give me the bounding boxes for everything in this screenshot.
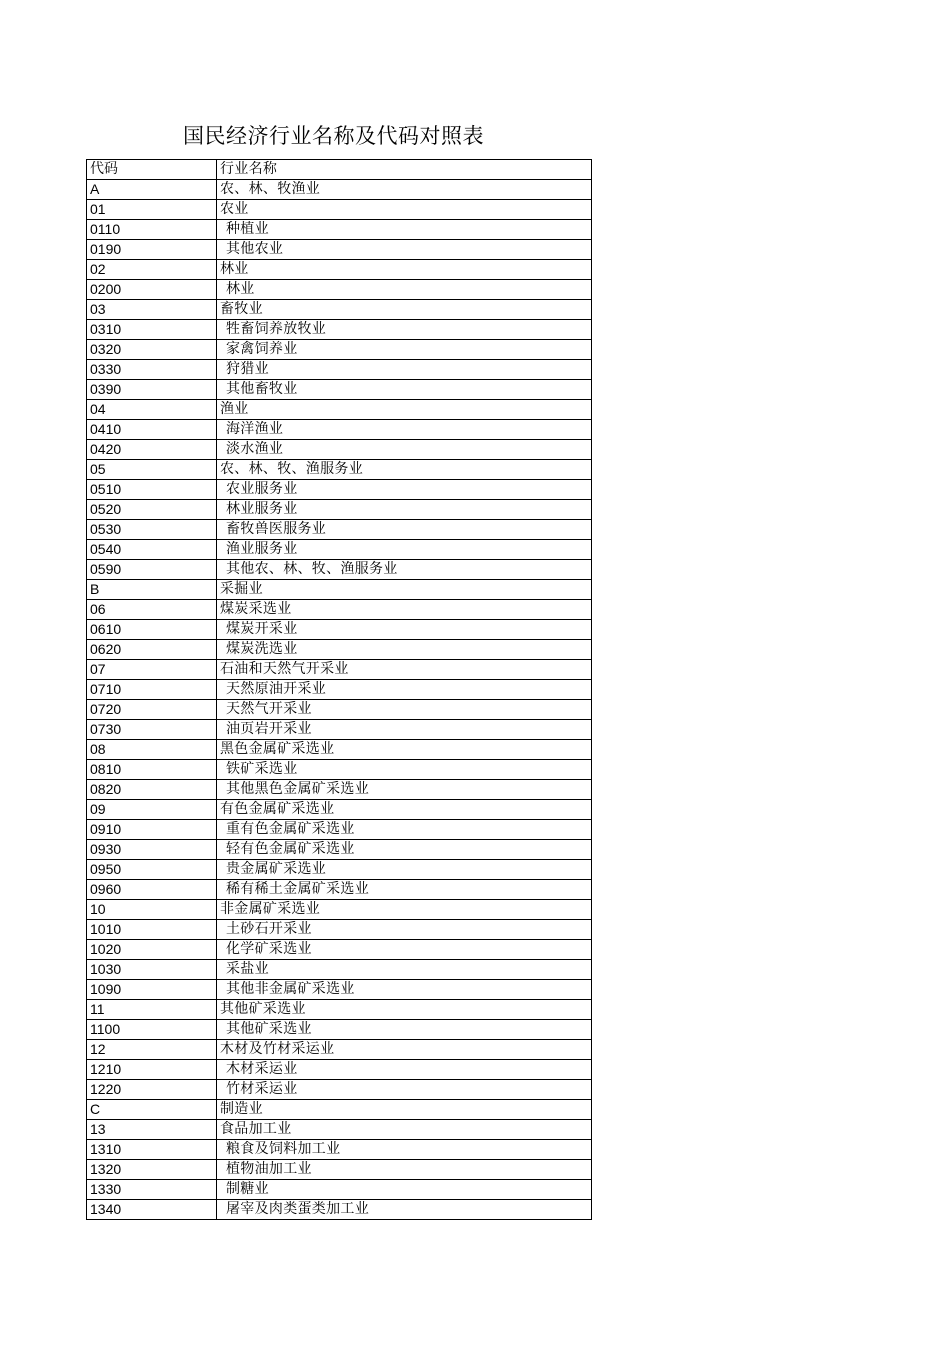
table-row bbox=[87, 820, 592, 840]
cell-code[interactable]: 1030 bbox=[87, 960, 217, 980]
cell-code[interactable]: 0540 bbox=[87, 540, 217, 560]
cell-code[interactable]: 0730 bbox=[87, 720, 217, 740]
table-row bbox=[87, 840, 592, 860]
cell-industry-name[interactable]: 其他农、林、牧、渔服务业 bbox=[217, 560, 592, 580]
cell-industry-name[interactable]: 石油和天然气开采业 bbox=[217, 660, 592, 680]
cell-industry-name[interactable]: 畜牧兽医服务业 bbox=[217, 520, 592, 540]
cell-code[interactable]: 08 bbox=[87, 740, 217, 760]
cell-code[interactable]: 0310 bbox=[87, 320, 217, 340]
cell-industry-name[interactable]: 木材采运业 bbox=[217, 1060, 592, 1080]
cell-industry-name[interactable]: 化学矿采选业 bbox=[217, 940, 592, 960]
table-row bbox=[87, 1140, 592, 1160]
cell-industry-name[interactable]: 农、林、牧、渔服务业 bbox=[217, 460, 592, 480]
table-row bbox=[87, 940, 592, 960]
cell-code[interactable]: 0810 bbox=[87, 760, 217, 780]
cell-code[interactable]: B bbox=[87, 580, 217, 600]
table-row bbox=[87, 420, 592, 440]
cell-code[interactable]: 0510 bbox=[87, 480, 217, 500]
table-row bbox=[87, 900, 592, 920]
cell-industry-name[interactable]: 海洋渔业 bbox=[217, 420, 592, 440]
cell-code[interactable]: 0910 bbox=[87, 820, 217, 840]
cell-industry-name[interactable]: 贵金属矿采选业 bbox=[217, 860, 592, 880]
table-row bbox=[87, 400, 592, 420]
table-row bbox=[87, 300, 592, 320]
cell-code[interactable]: 0390 bbox=[87, 380, 217, 400]
column-header-name[interactable]: 行业名称 bbox=[217, 160, 592, 180]
cell-industry-name[interactable]: 轻有色金属矿采选业 bbox=[217, 840, 592, 860]
cell-code[interactable]: A bbox=[87, 180, 217, 200]
cell-industry-name[interactable]: 煤炭开采业 bbox=[217, 620, 592, 640]
table-row bbox=[87, 920, 592, 940]
cell-code[interactable]: 1020 bbox=[87, 940, 217, 960]
cell-industry-name[interactable]: 煤炭采选业 bbox=[217, 600, 592, 620]
cell-industry-name[interactable]: 其他非金属矿采选业 bbox=[217, 980, 592, 1000]
cell-industry-name[interactable]: 重有色金属矿采选业 bbox=[217, 820, 592, 840]
column-header-code[interactable]: 代码 bbox=[87, 160, 217, 180]
cell-code[interactable]: 0950 bbox=[87, 860, 217, 880]
cell-industry-name[interactable]: 狩猎业 bbox=[217, 360, 592, 380]
cell-industry-name[interactable]: 采掘业 bbox=[217, 580, 592, 600]
cell-code[interactable]: 0590 bbox=[87, 560, 217, 580]
cell-code[interactable]: 09 bbox=[87, 800, 217, 820]
industry-code-table bbox=[86, 159, 592, 1220]
cell-industry-name[interactable]: 采盐业 bbox=[217, 960, 592, 980]
table-row bbox=[87, 860, 592, 880]
cell-industry-name[interactable]: 植物油加工业 bbox=[217, 1160, 592, 1180]
cell-code[interactable]: 1340 bbox=[87, 1200, 217, 1220]
cell-code[interactable]: 1310 bbox=[87, 1140, 217, 1160]
table-row bbox=[87, 440, 592, 460]
cell-code[interactable]: 12 bbox=[87, 1040, 217, 1060]
table-header-row bbox=[87, 160, 592, 180]
table-row bbox=[87, 960, 592, 980]
cell-code[interactable]: 1090 bbox=[87, 980, 217, 1000]
cell-code[interactable]: 0930 bbox=[87, 840, 217, 860]
cell-code[interactable]: 0110 bbox=[87, 220, 217, 240]
cell-industry-name[interactable]: 渔业服务业 bbox=[217, 540, 592, 560]
cell-code[interactable]: 0410 bbox=[87, 420, 217, 440]
table-row bbox=[87, 360, 592, 380]
cell-code[interactable]: 1010 bbox=[87, 920, 217, 940]
cell-code[interactable]: 0820 bbox=[87, 780, 217, 800]
table-row bbox=[87, 1080, 592, 1100]
cell-industry-name[interactable]: 农、林、牧渔业 bbox=[217, 180, 592, 200]
table-row bbox=[87, 340, 592, 360]
cell-code[interactable]: 03 bbox=[87, 300, 217, 320]
table-row bbox=[87, 560, 592, 580]
cell-industry-name[interactable]: 其他黑色金属矿采选业 bbox=[217, 780, 592, 800]
cell-industry-name[interactable]: 煤炭洗选业 bbox=[217, 640, 592, 660]
cell-industry-name[interactable]: 渔业 bbox=[217, 400, 592, 420]
table-row bbox=[87, 720, 592, 740]
cell-code[interactable]: 13 bbox=[87, 1120, 217, 1140]
table-row bbox=[87, 980, 592, 1000]
table-row bbox=[87, 780, 592, 800]
cell-code[interactable]: 0320 bbox=[87, 340, 217, 360]
cell-code[interactable]: 1210 bbox=[87, 1060, 217, 1080]
table-row bbox=[87, 660, 592, 680]
cell-industry-name[interactable]: 稀有稀土金属矿采选业 bbox=[217, 880, 592, 900]
cell-industry-name[interactable]: 食品加工业 bbox=[217, 1120, 592, 1140]
cell-industry-name[interactable]: 屠宰及肉类蛋类加工业 bbox=[217, 1200, 592, 1220]
table-row bbox=[87, 1180, 592, 1200]
cell-industry-name[interactable]: 制造业 bbox=[217, 1100, 592, 1120]
table-row bbox=[87, 380, 592, 400]
table-row bbox=[87, 1100, 592, 1120]
cell-code[interactable]: 0610 bbox=[87, 620, 217, 640]
cell-code[interactable]: 1320 bbox=[87, 1160, 217, 1180]
table-row bbox=[87, 520, 592, 540]
cell-code[interactable]: 0720 bbox=[87, 700, 217, 720]
cell-code[interactable]: 0710 bbox=[87, 680, 217, 700]
cell-industry-name[interactable]: 木材及竹材采运业 bbox=[217, 1040, 592, 1060]
table-row bbox=[87, 700, 592, 720]
table-row bbox=[87, 500, 592, 520]
cell-code[interactable]: 0330 bbox=[87, 360, 217, 380]
table-row bbox=[87, 880, 592, 900]
table-row bbox=[87, 760, 592, 780]
cell-code[interactable]: 01 bbox=[87, 200, 217, 220]
cell-code[interactable]: 06 bbox=[87, 600, 217, 620]
cell-code[interactable]: 0530 bbox=[87, 520, 217, 540]
cell-industry-name[interactable]: 油页岩开采业 bbox=[217, 720, 592, 740]
table-row bbox=[87, 620, 592, 640]
cell-code[interactable]: 05 bbox=[87, 460, 217, 480]
cell-industry-name[interactable]: 林业服务业 bbox=[217, 500, 592, 520]
cell-industry-name[interactable]: 其他农业 bbox=[217, 240, 592, 260]
table-row bbox=[87, 200, 592, 220]
cell-code[interactable]: 0420 bbox=[87, 440, 217, 460]
cell-industry-name[interactable]: 林业 bbox=[217, 260, 592, 280]
cell-code[interactable]: 0620 bbox=[87, 640, 217, 660]
cell-code[interactable]: 0200 bbox=[87, 280, 217, 300]
cell-industry-name[interactable]: 天然气开采业 bbox=[217, 700, 592, 720]
table-body bbox=[87, 160, 592, 1220]
cell-industry-name[interactable]: 铁矿采选业 bbox=[217, 760, 592, 780]
cell-industry-name[interactable]: 其他矿采选业 bbox=[217, 1000, 592, 1020]
cell-industry-name[interactable]: 农业 bbox=[217, 200, 592, 220]
table-row bbox=[87, 600, 592, 620]
cell-industry-name[interactable]: 有色金属矿采选业 bbox=[217, 800, 592, 820]
cell-industry-name[interactable]: 非金属矿采选业 bbox=[217, 900, 592, 920]
cell-industry-name[interactable]: 牲畜饲养放牧业 bbox=[217, 320, 592, 340]
cell-industry-name[interactable]: 其他畜牧业 bbox=[217, 380, 592, 400]
cell-code[interactable]: 1220 bbox=[87, 1080, 217, 1100]
table-row bbox=[87, 1020, 592, 1040]
cell-code[interactable]: 02 bbox=[87, 260, 217, 280]
table-row bbox=[87, 180, 592, 200]
cell-code[interactable]: 1100 bbox=[87, 1020, 217, 1040]
cell-code[interactable]: 07 bbox=[87, 660, 217, 680]
table-row bbox=[87, 640, 592, 660]
cell-industry-name[interactable]: 其他矿采选业 bbox=[217, 1020, 592, 1040]
cell-code[interactable]: 10 bbox=[87, 900, 217, 920]
cell-industry-name[interactable]: 黑色金属矿采选业 bbox=[217, 740, 592, 760]
table-row bbox=[87, 1160, 592, 1180]
table-row bbox=[87, 260, 592, 280]
cell-code[interactable]: 11 bbox=[87, 1000, 217, 1020]
cell-industry-name[interactable]: 天然原油开采业 bbox=[217, 680, 592, 700]
cell-industry-name[interactable]: 淡水渔业 bbox=[217, 440, 592, 460]
table-row bbox=[87, 580, 592, 600]
table-row bbox=[87, 1000, 592, 1020]
table-row bbox=[87, 1060, 592, 1080]
table-row bbox=[87, 1200, 592, 1220]
cell-industry-name[interactable]: 粮食及饲料加工业 bbox=[217, 1140, 592, 1160]
table-row bbox=[87, 1040, 592, 1060]
cell-code[interactable]: 1330 bbox=[87, 1180, 217, 1200]
table-row bbox=[87, 800, 592, 820]
cell-industry-name[interactable]: 竹材采运业 bbox=[217, 1080, 592, 1100]
table-row bbox=[87, 220, 592, 240]
table-row bbox=[87, 740, 592, 760]
table-row bbox=[87, 460, 592, 480]
cell-code[interactable]: C bbox=[87, 1100, 217, 1120]
table-row bbox=[87, 320, 592, 340]
cell-industry-name[interactable]: 种植业 bbox=[217, 220, 592, 240]
cell-industry-name[interactable]: 畜牧业 bbox=[217, 300, 592, 320]
page-title: 国民经济行业名称及代码对照表 bbox=[183, 124, 484, 148]
table-row bbox=[87, 240, 592, 260]
table-row bbox=[87, 680, 592, 700]
cell-industry-name[interactable]: 制糖业 bbox=[217, 1180, 592, 1200]
cell-industry-name[interactable]: 家禽饲养业 bbox=[217, 340, 592, 360]
table-row bbox=[87, 280, 592, 300]
table-row bbox=[87, 540, 592, 560]
cell-code[interactable]: 0960 bbox=[87, 880, 217, 900]
table-row bbox=[87, 1120, 592, 1140]
cell-code[interactable]: 0190 bbox=[87, 240, 217, 260]
cell-industry-name[interactable]: 农业服务业 bbox=[217, 480, 592, 500]
table-row bbox=[87, 480, 592, 500]
cell-industry-name[interactable]: 林业 bbox=[217, 280, 592, 300]
cell-code[interactable]: 0520 bbox=[87, 500, 217, 520]
cell-code[interactable]: 04 bbox=[87, 400, 217, 420]
cell-industry-name[interactable]: 土砂石开采业 bbox=[217, 920, 592, 940]
